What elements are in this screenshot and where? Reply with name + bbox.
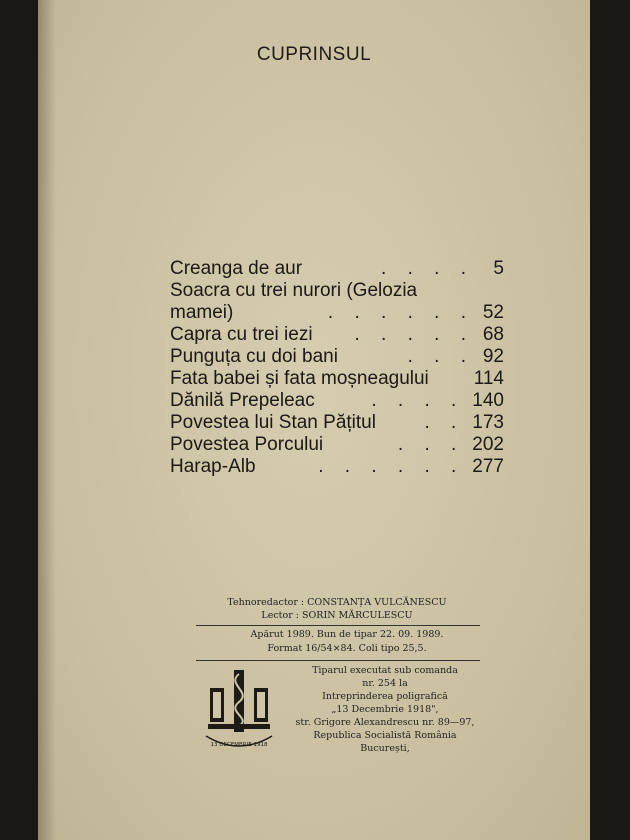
toc-leader-dots: . . . (397, 434, 465, 455)
toc-entry-page: 140 (472, 390, 504, 411)
printing-line: București, (360, 743, 410, 754)
toc-entry-title: Harap-Alb (170, 456, 256, 477)
toc-entry (170, 456, 504, 478)
page-title: CUPRINSUL (256, 44, 372, 65)
toc-entry-page: 68 (482, 324, 504, 345)
toc-entry (170, 390, 504, 412)
toc-entry-page: 5 (493, 258, 504, 279)
toc-entry-title: Creanga de aur (170, 258, 303, 279)
toc-entry-title: Punguța cu doi bani (170, 346, 338, 367)
toc-entry-title: mamei) (170, 302, 234, 323)
toc-leader-dots: . . . . . . (327, 302, 474, 323)
toc-leader-dots: . . . (407, 346, 474, 367)
toc-leader-dots: . . (424, 412, 465, 433)
toc-leader-dots: . . . . . . (318, 456, 465, 477)
toc-entry (170, 434, 504, 456)
toc-entry (170, 324, 504, 346)
toc-entry (170, 258, 504, 280)
credit-lector: Lector : SORIN MĂRCULESCU (261, 610, 413, 621)
toc-entry (170, 346, 504, 368)
toc-entry (170, 368, 504, 390)
toc-entry-page: 277 (472, 456, 504, 477)
printing-house-logo (204, 666, 274, 756)
printing-line: Republica Socialistă România (313, 730, 457, 741)
toc-entry-title: Capra cu trei iezi (170, 324, 313, 345)
toc-leader-dots: . . . . (381, 258, 474, 279)
toc-entry-page: 52 (482, 302, 504, 323)
toc-entry-title: Dănilă Prepeleac (170, 390, 315, 411)
toc-entry-page: 92 (482, 346, 504, 367)
toc-entry (170, 412, 504, 434)
toc-entry (170, 302, 504, 324)
table-of-contents (170, 258, 504, 478)
toc-entry-title: Povestea lui Stan Pățitul (170, 412, 376, 433)
toc-entry-title: Soacra cu trei nurori (Gelozia (170, 280, 418, 301)
publication-date: Apărut 1989. Bun de tipar 22. 09. 1989. (250, 629, 444, 640)
publication-info (222, 628, 472, 656)
page-gutter-shadow (38, 0, 56, 840)
credit-tehnoredactor: Tehnoredactor : CONSTANȚA VULCĂNESCU (227, 597, 447, 608)
toc-entry-title: Povestea Porcului (170, 434, 324, 455)
divider-line (196, 660, 480, 661)
toc-entry-page: 202 (472, 434, 504, 455)
printing-line: Intreprinderea poligrafică (322, 691, 448, 702)
toc-entry-page: 173 (472, 412, 504, 433)
printing-line: Tiparul executat sub comanda (312, 665, 458, 676)
toc-entry-title: Fata babei și fata moșneagului (170, 368, 429, 389)
svg-text:13 DECEMBRIE 1918: 13 DECEMBRIE 1918 (210, 742, 268, 748)
toc-entry-page: 114 (473, 368, 504, 389)
divider-line (196, 625, 480, 626)
toc-leader-dots: . . . . (371, 390, 465, 411)
publication-format: Format 16/54×84. Coli tipo 25,5. (267, 643, 427, 654)
editorial-credits (196, 596, 478, 622)
toc-leader-dots: . . . . . (354, 324, 474, 345)
printing-line: str. Grigore Alexandrescu nr. 89—97, (295, 717, 475, 728)
printing-line: „13 Decembrie 1918", (331, 704, 439, 715)
printing-line: nr. 254 la (362, 678, 408, 689)
printing-info (286, 664, 484, 755)
